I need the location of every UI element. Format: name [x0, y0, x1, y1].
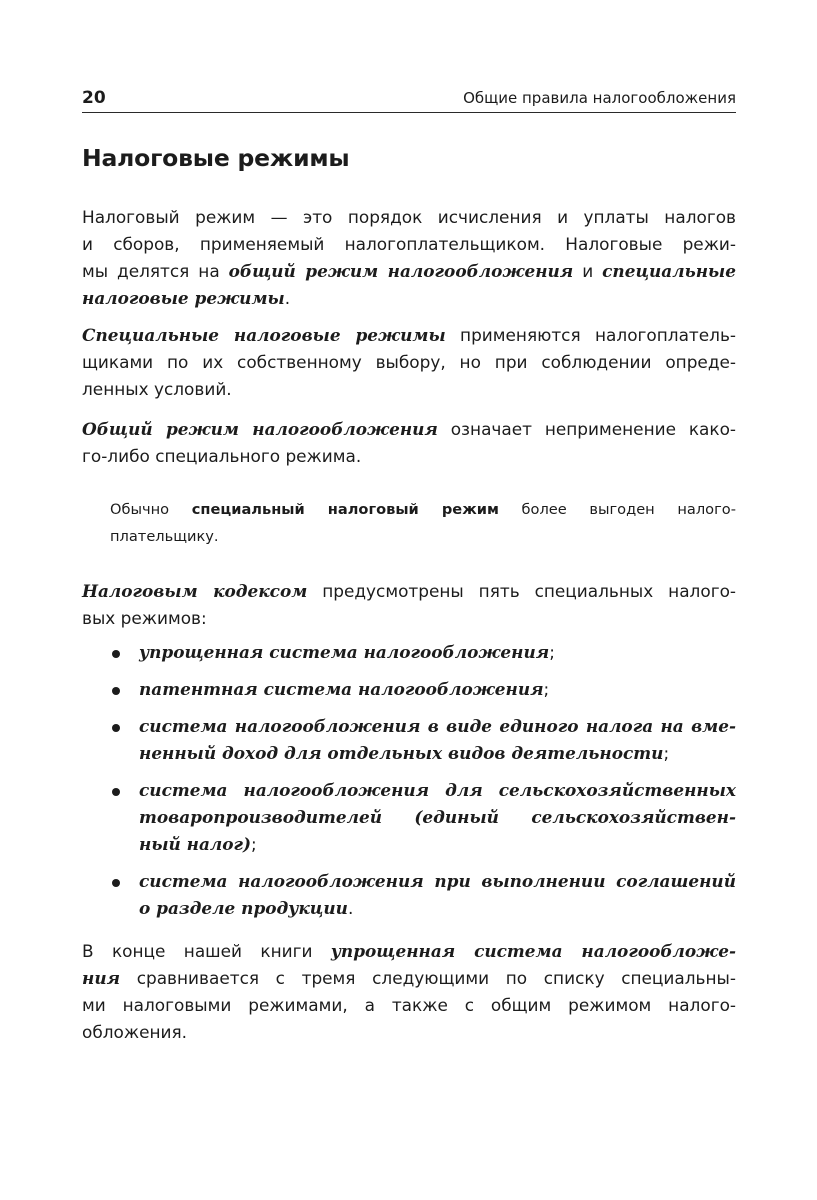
regime-line [139, 895, 736, 922]
bullet-icon [112, 650, 120, 658]
text-span: В конце нашей книги [82, 941, 331, 961]
running-header [82, 86, 736, 113]
book-page [82, 86, 737, 1042]
text-line: щиками по их собственному выбору, но при соблюдении опреде- [82, 352, 736, 372]
text-span: мы делятся на [82, 261, 229, 281]
bullet-icon [112, 788, 120, 796]
term-special-regimes: специальные [602, 261, 736, 281]
paragraph-conclusion [82, 938, 736, 1046]
regime-line [139, 804, 736, 831]
text-line: ленных условий. [82, 379, 232, 399]
text-line [82, 258, 736, 285]
regimes-list [82, 639, 736, 932]
regime-text: система налогообложения в виде единого налога на вме- [139, 716, 736, 736]
term-special-regimes: Специальные налоговые режимы [82, 325, 446, 345]
text-line: ми налоговыми режимами, а также с общим режимом налого- [82, 995, 736, 1015]
regime-line [139, 868, 736, 895]
text-line: вых режимов: [82, 608, 207, 628]
running-title: Общие правила налогообложения [463, 89, 736, 107]
text-line: го-либо специального режима. [82, 446, 362, 466]
paragraph-special-regimes [82, 322, 736, 403]
paragraph-tax-code [82, 578, 736, 632]
paragraph-definition [82, 204, 736, 312]
term-simplified-system-cont: ния [82, 968, 121, 988]
regime-line [139, 713, 736, 740]
regime-punctuation: . [347, 898, 354, 918]
regime-punctuation: ; [251, 834, 257, 854]
regime-list-item [82, 676, 736, 703]
text-line [110, 496, 736, 523]
regime-punctuation: ; [663, 743, 670, 763]
term-general-regime: общий режим налогообложения [228, 261, 574, 281]
text-span: предусмотрены пять специальных налого- [307, 581, 736, 601]
regime-punctuation: ; [543, 679, 550, 699]
regime-list-item [82, 777, 736, 858]
note-emphasis: специальный налоговый режим [191, 501, 499, 518]
regime-text: патентная система налогообложения [139, 679, 544, 699]
text-span: Обычно [110, 501, 192, 518]
regime-punctuation: ; [549, 642, 555, 662]
text-line [82, 322, 736, 349]
term-special-regimes-cont: налоговые режимы [82, 288, 285, 308]
text-line [82, 416, 736, 443]
regime-text: товаропроизводителей (единый сельскохозяйствен- [139, 807, 736, 827]
note-box [110, 496, 736, 550]
text-line: Налоговый режим — это порядок исчисления и уплаты налогов [82, 207, 736, 227]
text-span: более выгоден налого- [498, 501, 736, 518]
term-tax-code: Налоговым кодексом [82, 581, 308, 601]
text-span: сравнивается с тремя следующими по списку специальны- [120, 968, 736, 988]
text-line: плательщику. [110, 528, 219, 545]
regime-text: ный налог) [139, 834, 252, 854]
text-span: применяются налогоплатель- [445, 325, 736, 345]
regime-list-item [82, 713, 736, 767]
regime-line [139, 676, 736, 703]
text-span: . [284, 288, 291, 308]
regime-line [139, 777, 736, 804]
term-simplified-system: упрощенная система налогообложе- [330, 941, 736, 961]
regime-line [139, 831, 736, 858]
text-line [82, 938, 736, 965]
page-number: 20 [82, 88, 106, 108]
text-line [82, 285, 736, 312]
text-line: обложения. [82, 1022, 188, 1042]
regime-list-item [82, 868, 736, 922]
text-line: и сборов, применяемый налогоплательщиком. Налоговые режи- [82, 234, 736, 254]
text-span: и [573, 261, 603, 281]
regime-text: о разделе продукции [139, 898, 348, 918]
text-line [82, 578, 736, 605]
bullet-icon [112, 724, 120, 732]
regime-text: система налогообложения при выполнении соглашений [139, 871, 736, 891]
regime-text: система налогообложения для сельскохозяйственных [139, 780, 736, 800]
section-heading: Налоговые режимы [82, 144, 350, 172]
text-line [82, 965, 736, 992]
regime-text: упрощенная система налогообложения [139, 642, 550, 662]
term-general-regime: Общий режим налогообложения [82, 419, 438, 439]
regime-line [139, 639, 736, 666]
regime-line [139, 740, 736, 767]
text-span: означает неприменение како- [437, 419, 737, 439]
regime-list-item [82, 639, 736, 666]
paragraph-general-regime [82, 416, 736, 470]
bullet-icon [112, 687, 120, 695]
bullet-icon [112, 879, 120, 887]
regime-text: ненный доход для отдельных видов деятельности [139, 743, 664, 763]
